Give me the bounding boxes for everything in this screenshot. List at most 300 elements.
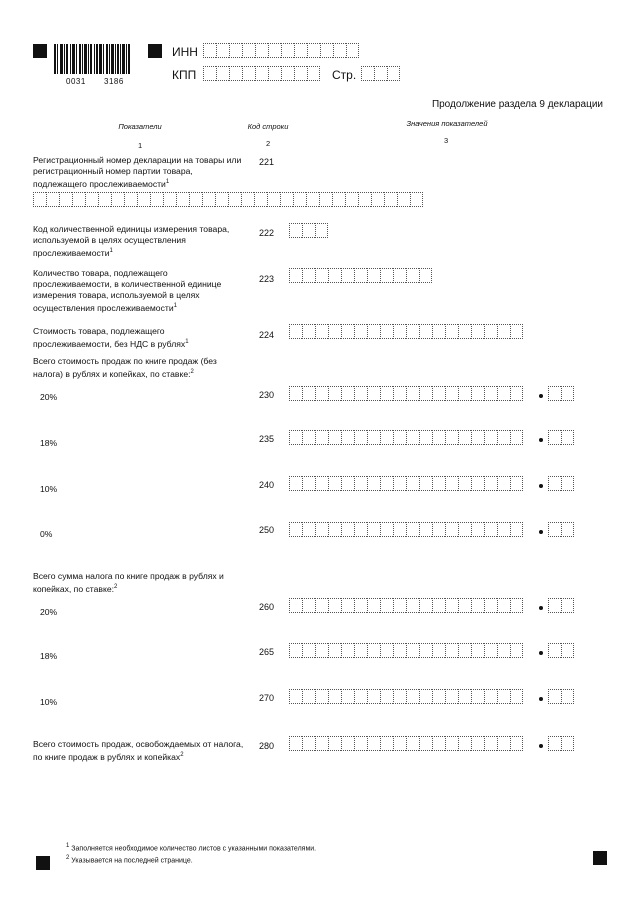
input-cell[interactable] — [267, 192, 280, 207]
input-cell[interactable] — [255, 66, 268, 81]
input-cell[interactable] — [510, 598, 523, 613]
input-cell[interactable] — [471, 324, 484, 339]
input-cell[interactable] — [345, 192, 358, 207]
input-cell[interactable] — [445, 476, 458, 491]
input-cell[interactable] — [203, 43, 216, 58]
input-cell[interactable] — [419, 689, 432, 704]
input-cell[interactable] — [393, 643, 406, 658]
input-cell[interactable] — [484, 386, 497, 401]
inn-field[interactable] — [203, 43, 359, 58]
input-cell[interactable] — [333, 43, 346, 58]
input-cell[interactable] — [548, 736, 561, 751]
input-cell[interactable] — [458, 736, 471, 751]
input-cell[interactable] — [315, 689, 328, 704]
input-cell[interactable] — [561, 643, 574, 658]
input-cell[interactable] — [354, 324, 367, 339]
input-cell[interactable] — [254, 192, 267, 207]
input-cell[interactable] — [294, 66, 307, 81]
input-cell[interactable] — [341, 430, 354, 445]
input-cell[interactable] — [315, 430, 328, 445]
input-cell[interactable] — [419, 476, 432, 491]
input-cell[interactable] — [406, 386, 419, 401]
input-cell[interactable] — [354, 430, 367, 445]
input-cell[interactable] — [281, 43, 294, 58]
input-cell[interactable] — [419, 643, 432, 658]
input-cell[interactable] — [432, 598, 445, 613]
input-cell[interactable] — [289, 223, 302, 238]
input-cell[interactable] — [410, 192, 423, 207]
input-cell[interactable] — [302, 223, 315, 238]
input-cell[interactable] — [341, 476, 354, 491]
input-cell[interactable] — [432, 522, 445, 537]
input-cell[interactable] — [561, 689, 574, 704]
input-cell[interactable] — [393, 268, 406, 283]
input-cell[interactable] — [46, 192, 59, 207]
input-cell[interactable] — [85, 192, 98, 207]
row-222-label: Код количественной единицы измерения товара, используемой в целях осуществления прослеживаемости$^1$ — [33, 224, 230, 258]
input-cell[interactable] — [315, 598, 328, 613]
input-cell[interactable] — [216, 43, 229, 58]
input-cell[interactable] — [189, 192, 202, 207]
input-cell[interactable] — [393, 324, 406, 339]
input-cell[interactable] — [315, 643, 328, 658]
column-number-2: 2 — [266, 139, 271, 148]
input-cell[interactable] — [432, 689, 445, 704]
input-cell[interactable] — [548, 643, 561, 658]
input-cell[interactable] — [484, 430, 497, 445]
kpp-label: КПП — [172, 68, 197, 82]
input-cell[interactable] — [289, 689, 302, 704]
input-cell[interactable] — [289, 643, 302, 658]
input-cell[interactable] — [497, 689, 510, 704]
input-cell[interactable] — [432, 324, 445, 339]
input-cell[interactable] — [215, 192, 228, 207]
input-cell[interactable] — [315, 223, 328, 238]
input-cell[interactable] — [458, 643, 471, 658]
decimal-separator-dot — [539, 606, 543, 610]
input-cell[interactable] — [302, 598, 315, 613]
input-cell[interactable] — [328, 643, 341, 658]
input-cell[interactable] — [289, 476, 302, 491]
input-cell[interactable] — [393, 522, 406, 537]
input-cell[interactable] — [380, 430, 393, 445]
input-cell[interactable] — [268, 66, 281, 81]
input-cell[interactable] — [72, 192, 85, 207]
input-cell[interactable] — [354, 386, 367, 401]
row-250-rubles-field[interactable] — [289, 522, 523, 537]
column-number-3: 3 — [444, 136, 449, 145]
input-cell[interactable] — [341, 598, 354, 613]
row-240-kopecks-field[interactable] — [548, 476, 574, 491]
input-cell[interactable] — [445, 736, 458, 751]
input-cell[interactable] — [471, 598, 484, 613]
input-cell[interactable] — [445, 643, 458, 658]
input-cell[interactable] — [280, 192, 293, 207]
input-cell[interactable] — [471, 643, 484, 658]
input-cell[interactable] — [33, 192, 46, 207]
input-cell[interactable] — [406, 430, 419, 445]
input-cell[interactable] — [393, 598, 406, 613]
input-cell[interactable] — [150, 192, 163, 207]
input-cell[interactable] — [374, 66, 387, 81]
input-cell[interactable] — [561, 430, 574, 445]
input-cell[interactable] — [315, 736, 328, 751]
input-cell[interactable] — [289, 268, 302, 283]
row-222-code: 222 — [259, 228, 275, 238]
input-cell[interactable] — [419, 430, 432, 445]
footnote-1: $^1$ Заполняется необходимое количество листов с указанными показателями. — [66, 843, 317, 853]
input-cell[interactable] — [59, 192, 72, 207]
row-260-kopecks-field[interactable] — [548, 598, 574, 613]
input-cell[interactable] — [484, 598, 497, 613]
input-cell[interactable] — [393, 689, 406, 704]
input-cell[interactable] — [354, 643, 367, 658]
input-cell[interactable] — [561, 522, 574, 537]
input-cell[interactable] — [432, 430, 445, 445]
input-cell[interactable] — [445, 522, 458, 537]
input-cell[interactable] — [445, 386, 458, 401]
column-header-values: Значения показателей — [406, 119, 488, 128]
page-label: Стр. — [332, 68, 357, 82]
input-cell[interactable] — [289, 522, 302, 537]
input-cell[interactable] — [561, 598, 574, 613]
input-cell[interactable] — [419, 268, 432, 283]
input-cell[interactable] — [354, 268, 367, 283]
input-cell[interactable] — [380, 598, 393, 613]
row-260-rubles-field[interactable] — [289, 598, 523, 613]
decimal-separator-dot — [539, 697, 543, 701]
input-cell[interactable] — [367, 689, 380, 704]
input-cell[interactable] — [484, 689, 497, 704]
input-cell[interactable] — [497, 522, 510, 537]
input-cell[interactable] — [367, 736, 380, 751]
row-230-code: 230 — [259, 390, 275, 400]
input-cell[interactable] — [346, 43, 359, 58]
input-cell[interactable] — [328, 430, 341, 445]
input-cell[interactable] — [98, 192, 111, 207]
input-cell[interactable] — [458, 689, 471, 704]
input-cell[interactable] — [393, 430, 406, 445]
input-cell[interactable] — [432, 643, 445, 658]
input-cell[interactable] — [380, 268, 393, 283]
input-cell[interactable] — [445, 598, 458, 613]
input-cell[interactable] — [358, 192, 371, 207]
input-cell[interactable] — [380, 386, 393, 401]
input-cell[interactable] — [471, 522, 484, 537]
row-235-rubles-field[interactable] — [289, 430, 523, 445]
input-cell[interactable] — [307, 66, 320, 81]
input-cell[interactable] — [302, 689, 315, 704]
input-cell[interactable] — [419, 598, 432, 613]
input-cell[interactable] — [354, 522, 367, 537]
input-cell[interactable] — [497, 598, 510, 613]
row-270-kopecks-field[interactable] — [548, 689, 574, 704]
input-cell[interactable] — [445, 689, 458, 704]
input-cell[interactable] — [354, 598, 367, 613]
row-240-label: 10% — [40, 484, 58, 494]
row-221-code: 221 — [259, 157, 275, 167]
input-cell[interactable] — [497, 643, 510, 658]
input-cell[interactable] — [510, 522, 523, 537]
row-230-rubles-field[interactable] — [289, 386, 523, 401]
input-cell[interactable] — [367, 476, 380, 491]
column-header-line-code: Код строки — [247, 122, 289, 131]
input-cell[interactable] — [302, 736, 315, 751]
row-250-kopecks-field[interactable] — [548, 522, 574, 537]
decimal-separator-dot — [539, 651, 543, 655]
input-cell[interactable] — [216, 66, 229, 81]
input-cell[interactable] — [397, 192, 410, 207]
input-cell[interactable] — [548, 476, 561, 491]
input-cell[interactable] — [458, 476, 471, 491]
input-cell[interactable] — [497, 386, 510, 401]
barcode-number-right: 3186 — [104, 77, 124, 86]
input-cell[interactable] — [328, 689, 341, 704]
input-cell[interactable] — [367, 268, 380, 283]
input-cell[interactable] — [228, 192, 241, 207]
input-cell[interactable] — [367, 643, 380, 658]
input-cell[interactable] — [497, 324, 510, 339]
input-cell[interactable] — [393, 736, 406, 751]
input-cell[interactable] — [302, 522, 315, 537]
tax-group-label: Всего сумма налога по книге продаж в рублях и копейках, по ставке:$^2$ — [33, 571, 224, 594]
input-cell[interactable] — [510, 324, 523, 339]
row-265-rubles-field[interactable] — [289, 643, 523, 658]
input-cell[interactable] — [380, 324, 393, 339]
row-270-label: 10% — [40, 697, 58, 707]
input-cell[interactable] — [229, 43, 242, 58]
input-cell[interactable] — [320, 43, 333, 58]
input-cell[interactable] — [341, 386, 354, 401]
input-cell[interactable] — [419, 386, 432, 401]
input-cell[interactable] — [354, 476, 367, 491]
row-280-code: 280 — [259, 741, 275, 751]
input-cell[interactable] — [361, 66, 374, 81]
input-cell[interactable] — [315, 386, 328, 401]
input-cell[interactable] — [328, 476, 341, 491]
input-cell[interactable] — [387, 66, 400, 81]
input-cell[interactable] — [302, 476, 315, 491]
input-cell[interactable] — [281, 66, 294, 81]
input-cell[interactable] — [328, 268, 341, 283]
input-cell[interactable] — [510, 430, 523, 445]
row-223-field[interactable] — [289, 268, 432, 283]
input-cell[interactable] — [380, 643, 393, 658]
row-224-field[interactable] — [289, 324, 523, 339]
row-280-rubles-field[interactable] — [289, 736, 523, 751]
input-cell[interactable] — [458, 386, 471, 401]
input-cell[interactable] — [137, 192, 150, 207]
input-cell[interactable] — [163, 192, 176, 207]
input-cell[interactable] — [419, 324, 432, 339]
input-cell[interactable] — [432, 736, 445, 751]
input-cell[interactable] — [241, 192, 254, 207]
input-cell[interactable] — [393, 386, 406, 401]
row-221-field[interactable] — [33, 192, 423, 207]
input-cell[interactable] — [380, 689, 393, 704]
input-cell[interactable] — [341, 324, 354, 339]
input-cell[interactable] — [354, 736, 367, 751]
input-cell[interactable] — [471, 430, 484, 445]
input-cell[interactable] — [419, 736, 432, 751]
kpp-field[interactable] — [203, 66, 320, 81]
input-cell[interactable] — [548, 689, 561, 704]
decimal-separator-dot — [539, 394, 543, 398]
input-cell[interactable] — [510, 689, 523, 704]
input-cell[interactable] — [484, 736, 497, 751]
row-240-rubles-field[interactable] — [289, 476, 523, 491]
input-cell[interactable] — [458, 324, 471, 339]
input-cell[interactable] — [371, 192, 384, 207]
continuation-title: Продолжение раздела 9 декларации — [431, 99, 603, 110]
input-cell[interactable] — [548, 430, 561, 445]
input-cell[interactable] — [497, 476, 510, 491]
input-cell[interactable] — [242, 43, 255, 58]
input-cell[interactable] — [561, 736, 574, 751]
input-cell[interactable] — [255, 43, 268, 58]
input-cell[interactable] — [471, 689, 484, 704]
input-cell[interactable] — [510, 476, 523, 491]
row-230-kopecks-field[interactable] — [548, 386, 574, 401]
input-cell[interactable] — [384, 192, 397, 207]
input-cell[interactable] — [367, 598, 380, 613]
row-222-field[interactable] — [289, 223, 328, 238]
input-cell[interactable] — [548, 598, 561, 613]
input-cell[interactable] — [328, 324, 341, 339]
registration-marker-top-left — [33, 44, 47, 58]
row-250-label: 0% — [40, 529, 53, 539]
input-cell[interactable] — [380, 522, 393, 537]
input-cell[interactable] — [445, 430, 458, 445]
input-cell[interactable] — [341, 522, 354, 537]
input-cell[interactable] — [302, 324, 315, 339]
input-cell[interactable] — [341, 268, 354, 283]
input-cell[interactable] — [380, 736, 393, 751]
input-cell[interactable] — [406, 736, 419, 751]
input-cell[interactable] — [419, 522, 432, 537]
input-cell[interactable] — [202, 192, 215, 207]
input-cell[interactable] — [432, 386, 445, 401]
input-cell[interactable] — [289, 598, 302, 613]
input-cell[interactable] — [328, 736, 341, 751]
input-cell[interactable] — [203, 66, 216, 81]
row-270-rubles-field[interactable] — [289, 689, 523, 704]
input-cell[interactable] — [289, 736, 302, 751]
input-cell[interactable] — [406, 643, 419, 658]
input-cell[interactable] — [367, 522, 380, 537]
input-cell[interactable] — [406, 689, 419, 704]
footnote-2: $^2$ Указывается на последней странице. — [66, 855, 193, 865]
input-cell[interactable] — [111, 192, 124, 207]
input-cell[interactable] — [380, 476, 393, 491]
input-cell[interactable] — [445, 324, 458, 339]
input-cell[interactable] — [561, 476, 574, 491]
input-cell[interactable] — [406, 598, 419, 613]
input-cell[interactable] — [341, 736, 354, 751]
input-cell[interactable] — [302, 643, 315, 658]
input-cell[interactable] — [367, 430, 380, 445]
input-cell[interactable] — [315, 522, 328, 537]
input-cell[interactable] — [354, 689, 367, 704]
input-cell[interactable] — [124, 192, 137, 207]
input-cell[interactable] — [289, 386, 302, 401]
input-cell[interactable] — [548, 522, 561, 537]
input-cell[interactable] — [367, 324, 380, 339]
input-cell[interactable] — [497, 736, 510, 751]
input-cell[interactable] — [302, 268, 315, 283]
input-cell[interactable] — [293, 192, 306, 207]
input-cell[interactable] — [289, 430, 302, 445]
input-cell[interactable] — [406, 522, 419, 537]
input-cell[interactable] — [315, 324, 328, 339]
input-cell[interactable] — [242, 66, 255, 81]
row-265-code: 265 — [259, 647, 275, 657]
input-cell[interactable] — [510, 643, 523, 658]
input-cell[interactable] — [294, 43, 307, 58]
input-cell[interactable] — [406, 476, 419, 491]
input-cell[interactable] — [406, 324, 419, 339]
decimal-separator-dot — [539, 530, 543, 534]
page-number-field[interactable] — [361, 66, 400, 81]
input-cell[interactable] — [341, 689, 354, 704]
input-cell[interactable] — [302, 386, 315, 401]
input-cell[interactable] — [484, 643, 497, 658]
input-cell[interactable] — [367, 386, 380, 401]
row-280-kopecks-field[interactable] — [548, 736, 574, 751]
input-cell[interactable] — [328, 386, 341, 401]
input-cell[interactable] — [484, 324, 497, 339]
input-cell[interactable] — [484, 522, 497, 537]
row-265-kopecks-field[interactable] — [548, 643, 574, 658]
input-cell[interactable] — [510, 736, 523, 751]
input-cell[interactable] — [484, 476, 497, 491]
row-235-kopecks-field[interactable] — [548, 430, 574, 445]
input-cell[interactable] — [307, 43, 320, 58]
input-cell[interactable] — [497, 430, 510, 445]
row-250-code: 250 — [259, 525, 275, 535]
row-270-code: 270 — [259, 693, 275, 703]
input-cell[interactable] — [328, 598, 341, 613]
input-cell[interactable] — [510, 386, 523, 401]
input-cell[interactable] — [319, 192, 332, 207]
input-cell[interactable] — [268, 43, 281, 58]
input-cell[interactable] — [176, 192, 189, 207]
input-cell[interactable] — [306, 192, 319, 207]
input-cell[interactable] — [471, 386, 484, 401]
input-cell[interactable] — [328, 522, 341, 537]
input-cell[interactable] — [406, 268, 419, 283]
barcode-image — [54, 44, 130, 74]
input-cell[interactable] — [341, 643, 354, 658]
input-cell[interactable] — [561, 386, 574, 401]
input-cell[interactable] — [289, 324, 302, 339]
input-cell[interactable] — [548, 386, 561, 401]
input-cell[interactable] — [471, 736, 484, 751]
input-cell[interactable] — [458, 430, 471, 445]
input-cell[interactable] — [471, 476, 484, 491]
input-cell[interactable] — [332, 192, 345, 207]
input-cell[interactable] — [458, 598, 471, 613]
input-cell[interactable] — [315, 476, 328, 491]
input-cell[interactable] — [315, 268, 328, 283]
input-cell[interactable] — [458, 522, 471, 537]
input-cell[interactable] — [302, 430, 315, 445]
column-header-indicators: Показатели — [118, 122, 162, 131]
input-cell[interactable] — [432, 476, 445, 491]
input-cell[interactable] — [229, 66, 242, 81]
input-cell[interactable] — [393, 476, 406, 491]
row-235-code: 235 — [259, 434, 275, 444]
